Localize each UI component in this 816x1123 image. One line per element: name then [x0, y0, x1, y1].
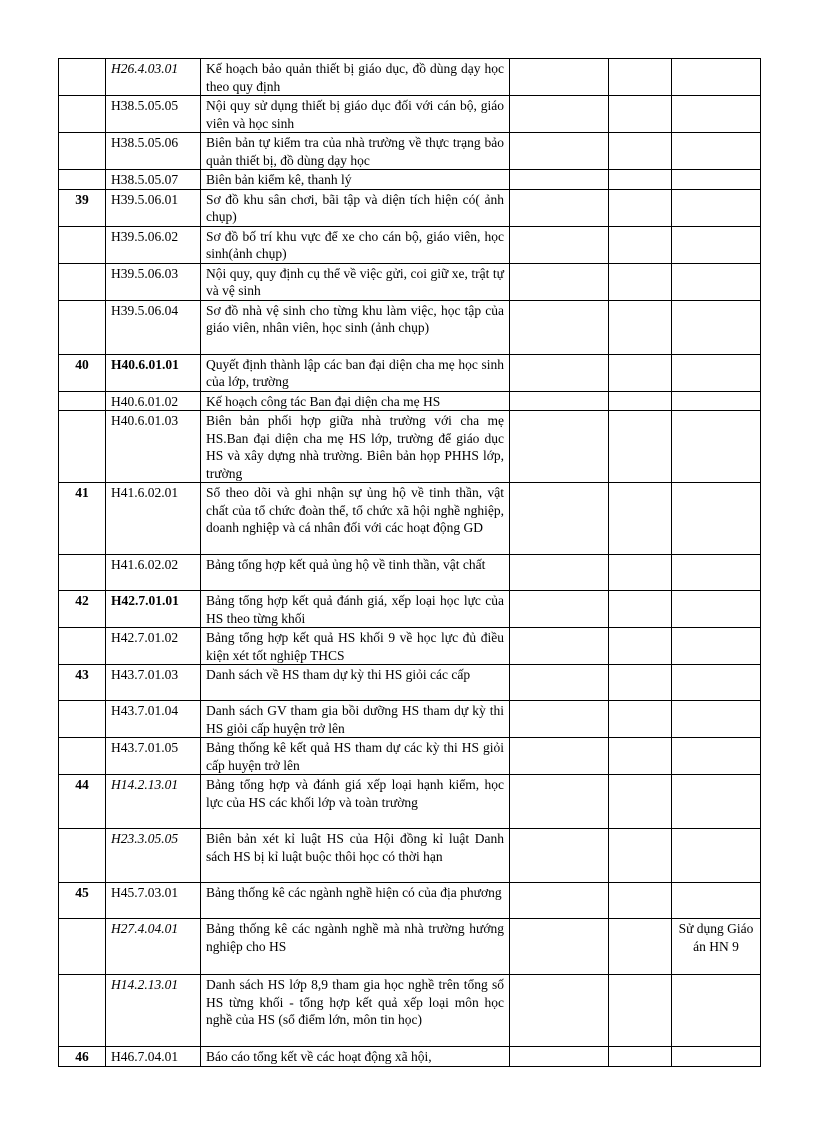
evidence-code: H46.7.04.01	[106, 1047, 201, 1067]
row-number	[59, 411, 106, 483]
evidence-code: H40.6.01.03	[106, 411, 201, 483]
evidence-description: Quyết định thành lập các ban đại diện cha mẹ học sinh của lớp, trường	[201, 354, 510, 391]
table-row	[59, 665, 761, 701]
table-row	[59, 59, 761, 96]
row-number	[59, 59, 106, 96]
evidence-code: H41.6.02.01	[106, 483, 201, 555]
evidence-code: H14.2.13.01	[106, 775, 201, 829]
evidence-code: H43.7.01.03	[106, 665, 201, 701]
table-row	[59, 354, 761, 391]
empty-cell	[609, 591, 672, 628]
row-number	[59, 829, 106, 883]
evidence-description: Bảng thống kê các ngành nghề hiện có của địa phương	[201, 883, 510, 919]
table-body	[59, 59, 761, 1067]
table-row	[59, 591, 761, 628]
empty-cell	[609, 300, 672, 354]
note-cell	[672, 226, 761, 263]
empty-cell	[510, 59, 609, 96]
empty-cell	[510, 300, 609, 354]
evidence-description: Sổ theo dõi và ghi nhận sự ủng hộ về tinh thần, vật chất của tổ chức đoàn thể, tổ chức xã hội nghề nghiệp, doanh nghiệp và cá nhân đối với các hoạt động GD	[201, 483, 510, 555]
empty-cell	[609, 628, 672, 665]
note-cell	[672, 591, 761, 628]
empty-cell	[609, 883, 672, 919]
table-row	[59, 226, 761, 263]
row-number	[59, 226, 106, 263]
row-number: 41	[59, 483, 106, 555]
row-number	[59, 738, 106, 775]
empty-cell	[510, 96, 609, 133]
empty-cell	[609, 829, 672, 883]
empty-cell	[510, 354, 609, 391]
empty-cell	[609, 775, 672, 829]
note-cell	[672, 391, 761, 411]
note-cell	[672, 628, 761, 665]
empty-cell	[609, 555, 672, 591]
evidence-code: H14.2.13.01	[106, 975, 201, 1047]
note-cell	[672, 263, 761, 300]
empty-cell	[510, 483, 609, 555]
table-row	[59, 701, 761, 738]
evidence-code: H39.5.06.03	[106, 263, 201, 300]
table-row	[59, 975, 761, 1047]
evidence-code: H38.5.05.06	[106, 133, 201, 170]
evidence-code: H42.7.01.01	[106, 591, 201, 628]
table-row	[59, 189, 761, 226]
note-cell	[672, 829, 761, 883]
row-number	[59, 975, 106, 1047]
empty-cell	[510, 411, 609, 483]
evidence-code: H40.6.01.01	[106, 354, 201, 391]
row-number: 46	[59, 1047, 106, 1067]
empty-cell	[609, 59, 672, 96]
evidence-code: H27.4.04.01	[106, 919, 201, 975]
evidence-description: Bảng tổng hợp kết quả đánh giá, xếp loại học lực của HS theo từng khối	[201, 591, 510, 628]
evidence-description: Kế hoạch công tác Ban đại diện cha mẹ HS	[201, 391, 510, 411]
table-row	[59, 1047, 761, 1067]
evidence-code: H43.7.01.05	[106, 738, 201, 775]
empty-cell	[609, 483, 672, 555]
table-row	[59, 738, 761, 775]
table-row	[59, 170, 761, 190]
table-row	[59, 775, 761, 829]
empty-cell	[510, 555, 609, 591]
evidence-description: Sơ đồ khu sân chơi, bãi tập và diện tích hiện có( ảnh chụp)	[201, 189, 510, 226]
empty-cell	[510, 829, 609, 883]
evidence-description: Bảng thống kê các ngành nghề mà nhà trường hướng nghiệp cho HS	[201, 919, 510, 975]
evidence-description: Danh sách HS lớp 8,9 tham gia học nghề trên tổng số HS từng khối - tổng hợp kết quả xếp loại môn học nghề của HS (sổ điểm lớn, môn tin học)	[201, 975, 510, 1047]
empty-cell	[510, 628, 609, 665]
evidence-code: H23.3.05.05	[106, 829, 201, 883]
empty-cell	[609, 391, 672, 411]
empty-cell	[609, 701, 672, 738]
row-number	[59, 133, 106, 170]
evidence-code: H43.7.01.04	[106, 701, 201, 738]
row-number: 40	[59, 354, 106, 391]
evidence-description: Bảng tổng hợp và đánh giá xếp loại hạnh kiểm, học lực của HS các khối lớp và toàn trường	[201, 775, 510, 829]
evidence-description: Sơ đồ bố trí khu vực để xe cho cán bộ, giáo viên, học sinh(ảnh chụp)	[201, 226, 510, 263]
empty-cell	[510, 391, 609, 411]
table-row	[59, 96, 761, 133]
empty-cell	[510, 665, 609, 701]
evidence-description: Bảng thống kê kết quả HS tham dự các kỳ thi HS giỏi cấp huyện trở lên	[201, 738, 510, 775]
row-number: 42	[59, 591, 106, 628]
evidence-description: Sơ đồ nhà vệ sinh cho từng khu làm việc, học tập của giáo viên, nhân viên, học sinh (ảnh chụp)	[201, 300, 510, 354]
empty-cell	[510, 919, 609, 975]
empty-cell	[609, 975, 672, 1047]
empty-cell	[510, 133, 609, 170]
table-row	[59, 919, 761, 975]
empty-cell	[609, 170, 672, 190]
evidence-table	[58, 58, 761, 1067]
note-cell	[672, 300, 761, 354]
evidence-code: H38.5.05.05	[106, 96, 201, 133]
note-cell	[672, 59, 761, 96]
row-number: 45	[59, 883, 106, 919]
table-row	[59, 300, 761, 354]
evidence-description: Bảng tổng hợp kết quả HS khối 9 về học lực đủ điều kiện xét tốt nghiệp THCS	[201, 628, 510, 665]
evidence-description: Danh sách về HS tham dự kỳ thi HS giỏi các cấp	[201, 665, 510, 701]
note-cell	[672, 483, 761, 555]
evidence-description: Bảng tổng hợp kết quả ủng hộ về tinh thần, vật chất	[201, 555, 510, 591]
row-number	[59, 391, 106, 411]
evidence-description: Kế hoạch bảo quản thiết bị giáo dục, đồ dùng dạy học theo quy định	[201, 59, 510, 96]
note-cell	[672, 701, 761, 738]
empty-cell	[510, 591, 609, 628]
evidence-description: Nội quy, quy định cụ thể về việc gửi, coi giữ xe, trật tự và vệ sinh	[201, 263, 510, 300]
empty-cell	[609, 1047, 672, 1067]
evidence-description: Biên bản kiểm kê, thanh lý	[201, 170, 510, 190]
note-cell	[672, 133, 761, 170]
row-number	[59, 96, 106, 133]
note-cell	[672, 775, 761, 829]
empty-cell	[609, 96, 672, 133]
empty-cell	[609, 738, 672, 775]
note-cell	[672, 411, 761, 483]
table-row	[59, 829, 761, 883]
evidence-code: H39.5.06.02	[106, 226, 201, 263]
note-cell	[672, 96, 761, 133]
empty-cell	[510, 975, 609, 1047]
evidence-description: Nội quy sử dụng thiết bị giáo dục đối với cán bộ, giáo viên và học sinh	[201, 96, 510, 133]
empty-cell	[510, 775, 609, 829]
evidence-code: H26.4.03.01	[106, 59, 201, 96]
table-row	[59, 391, 761, 411]
table-row	[59, 628, 761, 665]
empty-cell	[609, 263, 672, 300]
empty-cell	[609, 411, 672, 483]
evidence-code: H39.5.06.01	[106, 189, 201, 226]
note-cell: Sử dụng Giáo án HN 9	[672, 919, 761, 975]
evidence-code: H40.6.01.02	[106, 391, 201, 411]
note-cell	[672, 189, 761, 226]
row-number	[59, 263, 106, 300]
empty-cell	[510, 883, 609, 919]
evidence-code: H45.7.03.01	[106, 883, 201, 919]
row-number: 43	[59, 665, 106, 701]
note-cell	[672, 354, 761, 391]
empty-cell	[609, 133, 672, 170]
evidence-description: Báo cáo tổng kết về các hoạt động xã hội,	[201, 1047, 510, 1067]
note-cell	[672, 555, 761, 591]
evidence-code: H42.7.01.02	[106, 628, 201, 665]
evidence-description: Biên bản phối hợp giữa nhà trường với cha mẹ HS.Ban đại diện cha mẹ HS lớp, trường để giáo dục HS và xây dựng nhà trường. Biên bản họp PHHS lớp, trường	[201, 411, 510, 483]
empty-cell	[609, 354, 672, 391]
row-number	[59, 919, 106, 975]
evidence-description: Danh sách GV tham gia bồi dưỡng HS tham dự kỳ thi HS giỏi cấp huyện trở lên	[201, 701, 510, 738]
note-cell	[672, 975, 761, 1047]
row-number	[59, 170, 106, 190]
evidence-description: Biên bản tự kiểm tra của nhà trường về thực trạng bảo quản thiết bị, đồ dùng dạy học	[201, 133, 510, 170]
table-row	[59, 555, 761, 591]
row-number: 44	[59, 775, 106, 829]
evidence-code: H38.5.05.07	[106, 170, 201, 190]
empty-cell	[609, 189, 672, 226]
row-number	[59, 701, 106, 738]
row-number: 39	[59, 189, 106, 226]
empty-cell	[609, 226, 672, 263]
empty-cell	[510, 1047, 609, 1067]
empty-cell	[510, 189, 609, 226]
note-cell	[672, 665, 761, 701]
empty-cell	[510, 226, 609, 263]
empty-cell	[609, 665, 672, 701]
row-number	[59, 555, 106, 591]
note-cell	[672, 738, 761, 775]
table-row	[59, 263, 761, 300]
empty-cell	[510, 701, 609, 738]
note-cell	[672, 170, 761, 190]
table-row	[59, 483, 761, 555]
note-cell	[672, 883, 761, 919]
empty-cell	[510, 738, 609, 775]
empty-cell	[510, 263, 609, 300]
evidence-code: H41.6.02.02	[106, 555, 201, 591]
table-row	[59, 411, 761, 483]
table-row	[59, 133, 761, 170]
note-cell	[672, 1047, 761, 1067]
evidence-code: H39.5.06.04	[106, 300, 201, 354]
empty-cell	[510, 170, 609, 190]
table-row	[59, 883, 761, 919]
evidence-description: Biên bản xét kỉ luật HS của Hội đồng kỉ luật Danh sách HS bị kỉ luật buộc thôi học có thời hạn	[201, 829, 510, 883]
row-number	[59, 628, 106, 665]
empty-cell	[609, 919, 672, 975]
row-number	[59, 300, 106, 354]
